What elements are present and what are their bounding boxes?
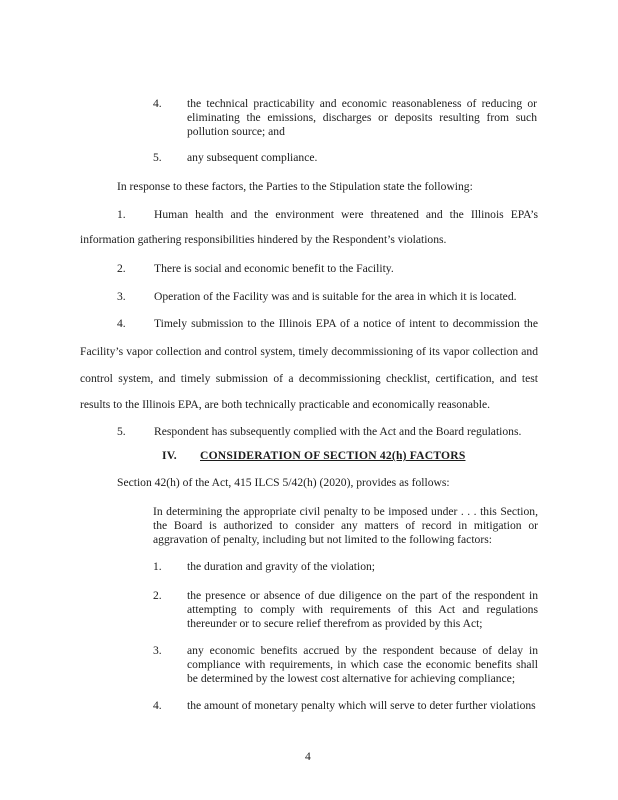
top-list-num-4: 4.: [153, 97, 162, 110]
factor-num-1: 1.: [153, 560, 162, 573]
factor-num-4: 4.: [153, 699, 162, 712]
response-num-5: 5.: [117, 425, 126, 438]
response-text-2: There is social and economic benefit to the Facility.: [154, 262, 394, 275]
factor-text-2: the presence or absence of due diligence on the part of the respondent in attempting to comply with requirements of this Act and regulations thereunder or to secure relief therefrom as provided by this Act;: [187, 589, 538, 630]
response-text-3: Operation of the Facility was and is suitable for the area in which it is located.: [154, 290, 517, 303]
response-num-3: 3.: [117, 290, 126, 303]
response-num-2: 2.: [117, 262, 126, 275]
top-list-num-5: 5.: [153, 151, 162, 164]
section-heading-title-text: CONSIDERATION OF SECTION 42(h) FACTORS: [200, 449, 466, 462]
top-list-text-5: any subsequent compliance.: [187, 151, 318, 164]
response-text-4-line2: Facility’s vapor collection and control system, timely decommissioning of its vapor collection and: [80, 345, 538, 358]
section-heading-num: IV.: [162, 449, 177, 462]
intro-line: In response to these factors, the Parties to the Stipulation state the following:: [117, 180, 473, 193]
factor-num-2: 2.: [153, 589, 162, 602]
response-text-4-line3: control system, and timely submission of a decommissioning checklist, certification, and test: [80, 372, 538, 385]
top-list-text-4: the technical practicability and economic reasonableness of reducing or eliminating the emissions, discharges or deposits resulting from such pollution source; and: [187, 97, 537, 138]
factor-text-1: the duration and gravity of the violation;: [187, 560, 376, 573]
response-num-4: 4.: [117, 317, 126, 330]
response-num-1: 1.: [117, 208, 126, 221]
response-text-4-line1: Timely submission to the Illinois EPA of a notice of intent to decommission the: [154, 317, 538, 330]
section-heading-title: [200, 449, 466, 463]
response-text-4-rest: results to the Illinois EPA, are both technically practicable and economically reasonable.: [80, 398, 491, 411]
quote-intro: In determining the appropriate civil penalty to be imposed under . . . this Section, the Board is authorized to consider any matters of record in mitigation or aggravation of penalty, including but not limited to the following factors:: [153, 505, 538, 546]
factor-text-3: any economic benefits accrued by the respondent because of delay in compliance with requirements, in which case the economic benefits shall be determined by the lowest cost alternative for achieving compliance;: [187, 644, 538, 685]
factor-text-4: the amount of monetary penalty which will serve to deter further violations: [187, 699, 536, 712]
response-text-1-line1: Human health and the environment were threatened and the Illinois EPA’s: [154, 208, 538, 221]
page-number: 4: [305, 750, 311, 763]
section-intro: Section 42(h) of the Act, 415 ILCS 5/42(h) (2020), provides as follows:: [117, 476, 450, 489]
response-text-5: Respondent has subsequently complied with the Act and the Board regulations.: [154, 425, 522, 438]
factor-num-3: 3.: [153, 644, 162, 657]
response-text-1-rest: information gathering responsibilities hindered by the Respondent’s violations.: [80, 233, 447, 246]
